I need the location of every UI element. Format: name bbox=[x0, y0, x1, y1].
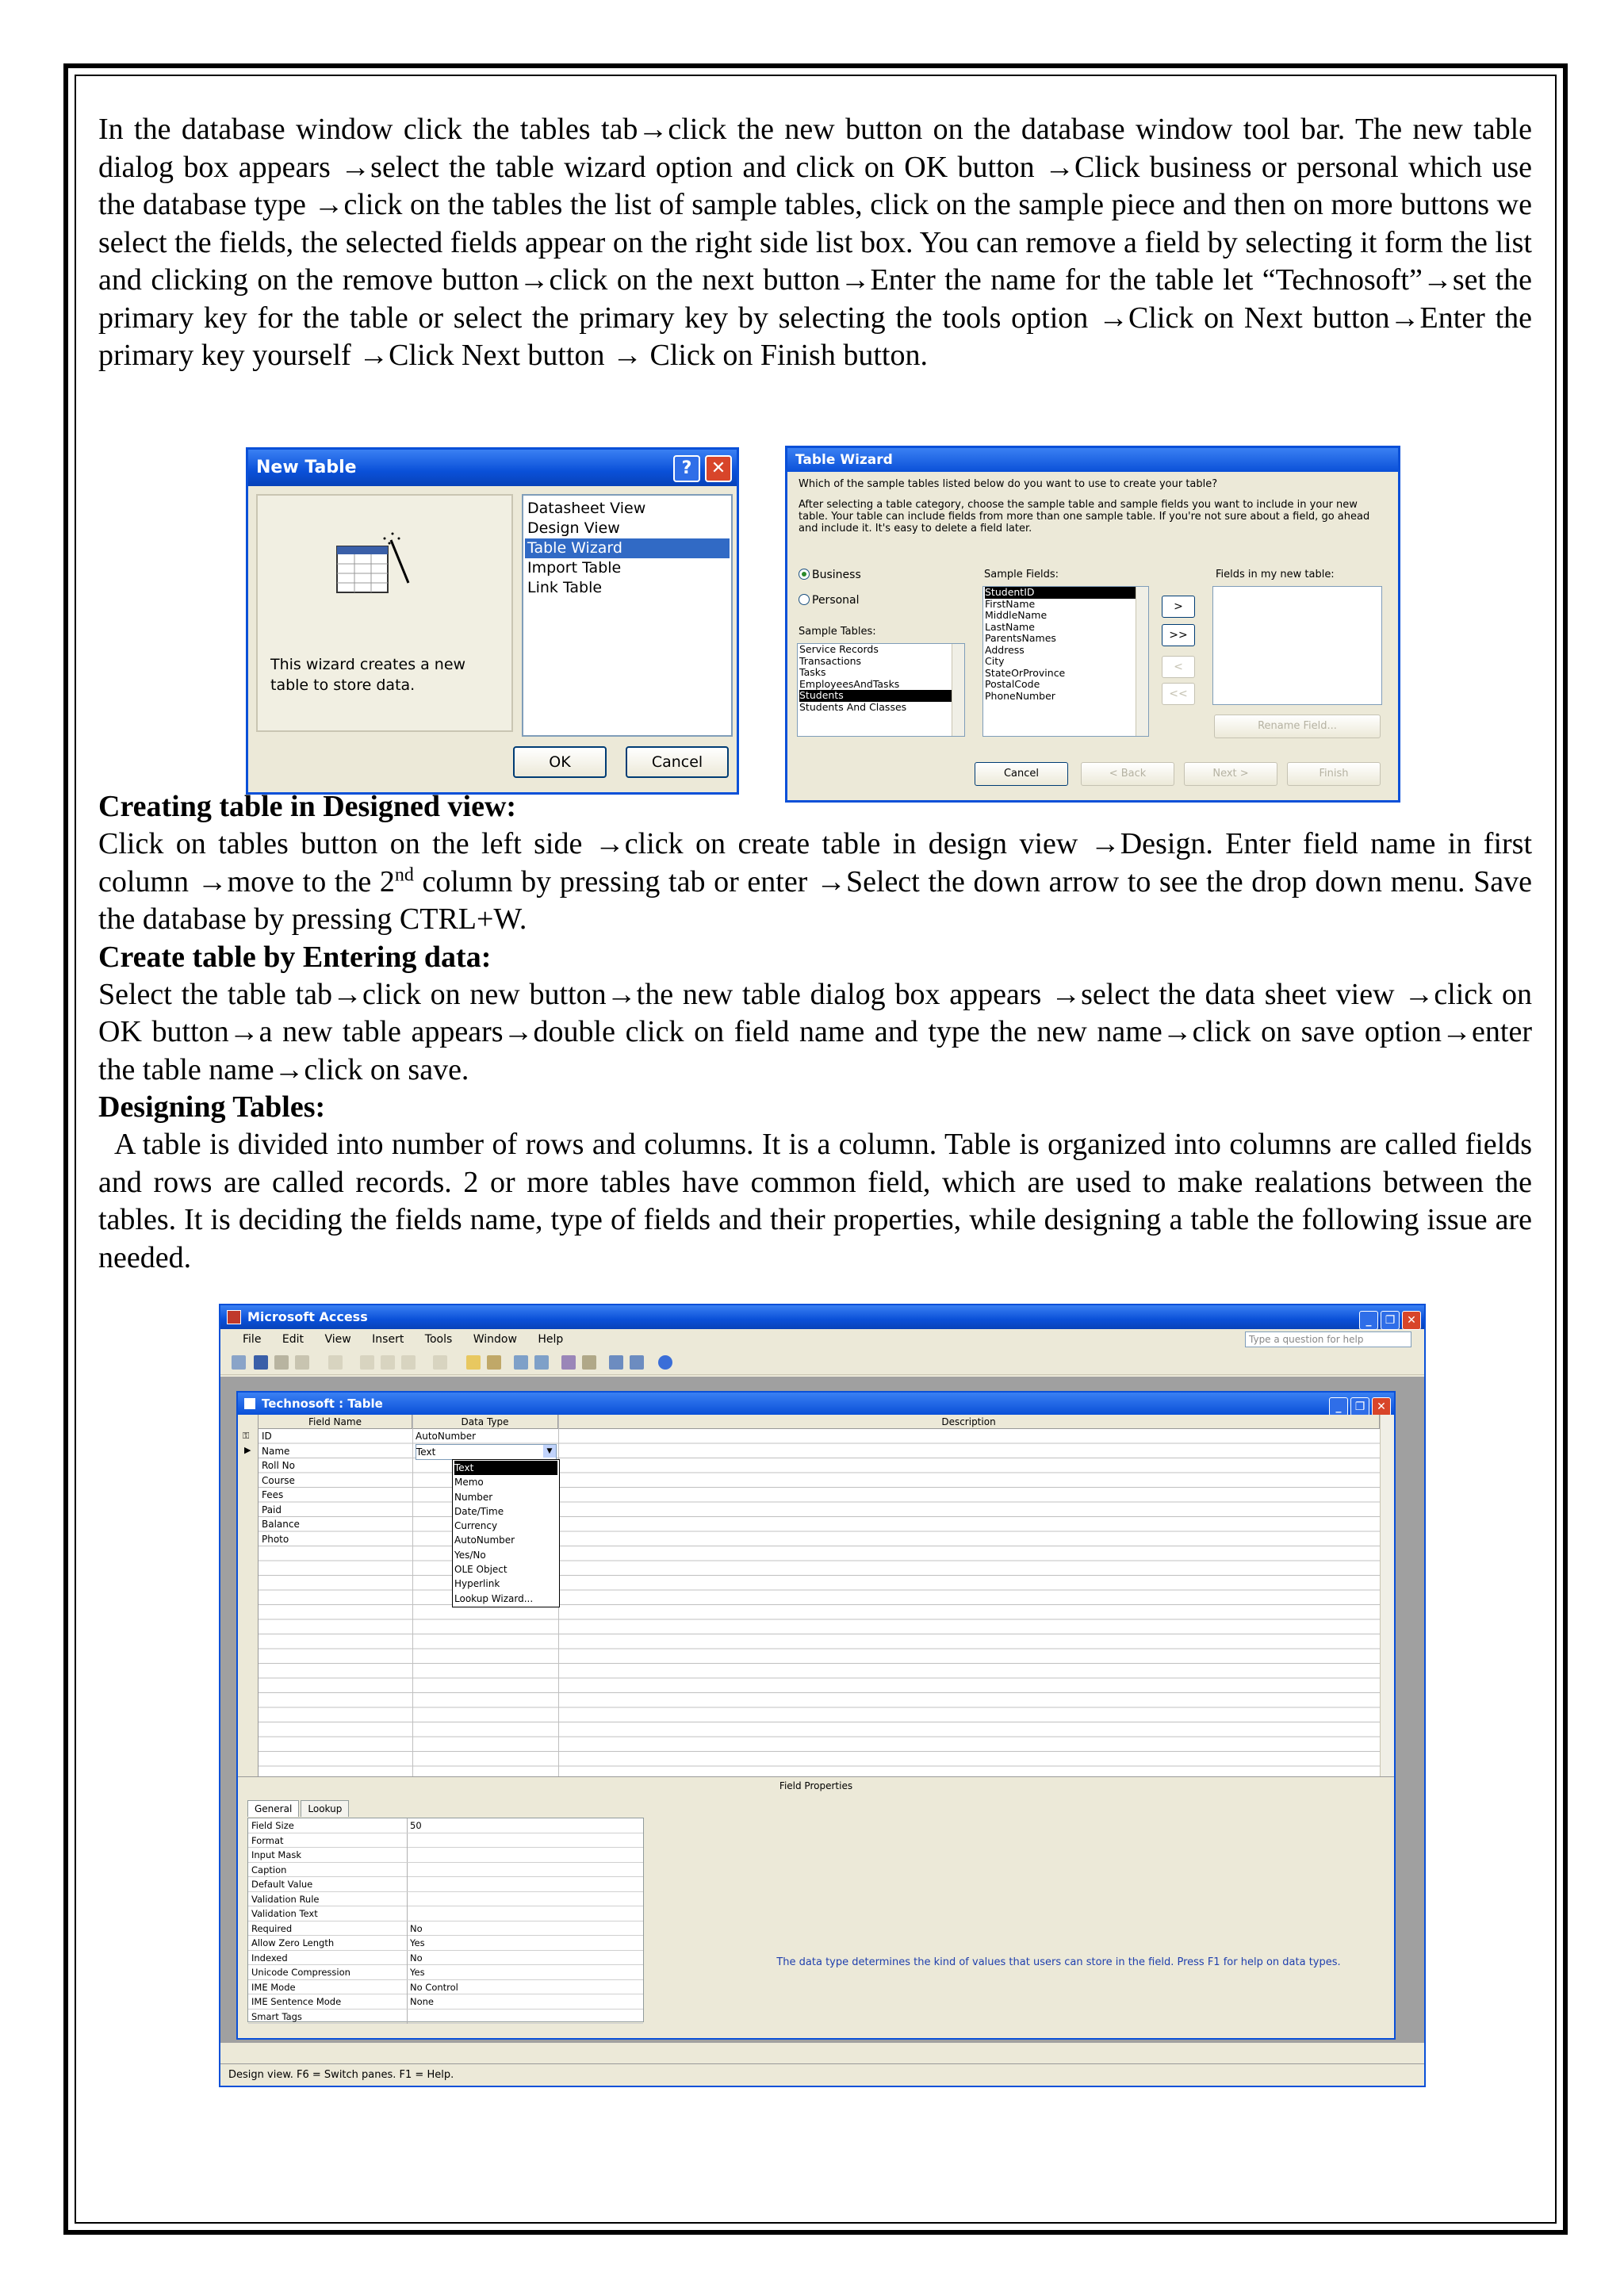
radio-personal[interactable] bbox=[799, 594, 860, 607]
add-all-fields-button[interactable]: >> bbox=[1162, 624, 1195, 646]
paste-icon[interactable] bbox=[401, 1355, 416, 1370]
scrollbar[interactable] bbox=[1136, 587, 1148, 736]
property-row bbox=[248, 1965, 643, 1980]
property-row bbox=[248, 1994, 643, 2010]
field-name-cell[interactable]: Paid bbox=[262, 1504, 282, 1515]
heading-designing-tables: Designing Tables: bbox=[98, 1090, 326, 1124]
wizard-finish-button[interactable]: Finish bbox=[1287, 762, 1381, 786]
properties-tabs bbox=[247, 1800, 349, 1818]
table-window-title: Technosoft : Table bbox=[262, 1397, 383, 1411]
primary-key-icon: ⚿ bbox=[243, 1431, 250, 1441]
menu-file[interactable]: File bbox=[243, 1333, 262, 1346]
list-item[interactable]: PostalCode bbox=[985, 678, 1040, 690]
view-icon[interactable] bbox=[232, 1355, 246, 1370]
property-row bbox=[248, 1936, 643, 1951]
list-item[interactable]: MiddleName bbox=[985, 609, 1048, 621]
property-row bbox=[248, 1892, 643, 1907]
column-header-description: Description bbox=[558, 1415, 1380, 1429]
database-window-icon[interactable] bbox=[609, 1355, 623, 1370]
column-header-field-name: Field Name bbox=[259, 1415, 412, 1429]
list-item[interactable]: StateOrProvince bbox=[985, 666, 1066, 679]
option-design-view[interactable]: Design View bbox=[527, 519, 620, 537]
property-row bbox=[248, 1951, 643, 1966]
option-datasheet-view[interactable]: Datasheet View bbox=[527, 500, 646, 517]
property-row bbox=[248, 1848, 643, 1863]
property-value[interactable] bbox=[407, 1833, 629, 1848]
data-type-cell[interactable]: AutoNumber bbox=[416, 1431, 477, 1442]
build-icon[interactable] bbox=[582, 1355, 596, 1370]
field-name-cell[interactable]: Roll No bbox=[262, 1460, 295, 1471]
option-import-table[interactable]: Import Table bbox=[527, 559, 622, 577]
properties-grid bbox=[247, 1818, 644, 2022]
wizard-preview-panel bbox=[256, 494, 513, 732]
wizard-cancel-button[interactable]: Cancel bbox=[975, 762, 1068, 786]
menu-tools[interactable]: Tools bbox=[424, 1333, 453, 1346]
save-icon[interactable] bbox=[254, 1355, 268, 1370]
close-button[interactable]: ✕ bbox=[705, 455, 732, 482]
property-value[interactable]: No Control bbox=[407, 1980, 629, 1994]
field-name-cell[interactable]: ID bbox=[262, 1431, 272, 1442]
property-row bbox=[248, 1921, 643, 1937]
menu-window[interactable]: Window bbox=[473, 1333, 517, 1346]
list-item[interactable]: FirstName bbox=[985, 597, 1036, 610]
current-row-arrow-icon: ▶ bbox=[244, 1445, 251, 1455]
dropdown-option[interactable]: OLE Object bbox=[454, 1564, 508, 1576]
access-titlebar bbox=[220, 1305, 1424, 1329]
radio-empty-icon bbox=[799, 594, 810, 605]
help-button[interactable]: ? bbox=[673, 455, 700, 482]
property-name: Allow Zero Length bbox=[251, 1937, 335, 1948]
access-key-icon bbox=[227, 1310, 241, 1324]
help-icon[interactable] bbox=[658, 1355, 672, 1370]
dropdown-option[interactable]: Yes/No bbox=[454, 1549, 486, 1561]
property-name: IME Mode bbox=[251, 1981, 296, 1993]
row-selector-column[interactable] bbox=[238, 1415, 259, 1776]
table-wizard-title: Table Wizard bbox=[787, 448, 1398, 472]
field-name-cell[interactable]: Fees bbox=[262, 1489, 284, 1500]
field-grid[interactable] bbox=[238, 1415, 1394, 1776]
property-name: Validation Text bbox=[251, 1908, 318, 1919]
menu-bar bbox=[220, 1329, 1424, 1350]
table-wizard-dialog bbox=[785, 446, 1400, 803]
design-text-part2: column by pressing tab or enter →Select the down arrow to see the drop down menu. Save the database by pressing CTRL+W. bbox=[98, 864, 1532, 936]
sections-block bbox=[98, 788, 1532, 1277]
tab-general[interactable]: General bbox=[247, 1800, 299, 1817]
data-type-combo[interactable] bbox=[416, 1444, 557, 1460]
rename-field-button[interactable]: Rename Field... bbox=[1214, 715, 1381, 738]
copy-icon[interactable] bbox=[381, 1355, 395, 1370]
wizard-next-button[interactable]: Next > bbox=[1184, 762, 1277, 786]
dialog-title: New Table bbox=[256, 458, 357, 477]
new-table-dialog-titlebar bbox=[248, 450, 737, 486]
field-name-cell[interactable]: Course bbox=[262, 1474, 295, 1486]
entering-data-paragraph: Select the table tab→click on new button→the new table dialog box appears →select the data sheet view →click on OK button→a new table appears→double click on field name and type the new name→click on save option→enter the table name→click on save. bbox=[98, 977, 1532, 1086]
property-value[interactable] bbox=[407, 1892, 629, 1906]
dropdown-option[interactable]: AutoNumber bbox=[454, 1534, 515, 1546]
property-value[interactable] bbox=[407, 1877, 629, 1891]
property-value[interactable] bbox=[407, 2010, 629, 2024]
property-value[interactable] bbox=[407, 1906, 629, 1921]
access-window bbox=[219, 1304, 1426, 2087]
radio-personal-label: Personal bbox=[812, 594, 860, 607]
designing-tables-paragraph: A table is divided into number of rows and columns. It is a column. Table is organized into columns are called fields and rows are called records. 2 or more tables have common field, which are used to make realations between the tables. It is deciding the fields name, type of fields and their properties, while designing a table the following issue are needed. bbox=[98, 1128, 1532, 1274]
dropdown-option[interactable]: Date/Time bbox=[454, 1505, 504, 1517]
window-controls bbox=[1357, 1308, 1421, 1331]
heading-design-view: Creating table in Designed view: bbox=[98, 790, 517, 823]
property-name: Default Value bbox=[251, 1879, 313, 1890]
property-name: Smart Tags bbox=[251, 2010, 302, 2022]
property-row bbox=[248, 1863, 643, 1878]
data-type-dropdown[interactable] bbox=[452, 1459, 560, 1607]
list-item-selected[interactable]: Students bbox=[799, 690, 964, 702]
properties-icon[interactable] bbox=[561, 1355, 576, 1370]
list-item[interactable]: LastName bbox=[985, 620, 1035, 633]
access-title: Microsoft Access bbox=[247, 1309, 368, 1324]
close-icon[interactable]: ✕ bbox=[1402, 1311, 1421, 1330]
property-name: Required bbox=[251, 1922, 293, 1934]
property-name: IME Sentence Mode bbox=[251, 1996, 342, 2007]
delete-rows-icon[interactable] bbox=[534, 1355, 549, 1370]
ask-question-input[interactable]: Type a question for help bbox=[1245, 1331, 1411, 1347]
page-content bbox=[98, 111, 1532, 375]
primary-key-icon[interactable] bbox=[466, 1355, 481, 1370]
property-name: Caption bbox=[251, 1864, 287, 1875]
property-value[interactable]: 50 bbox=[407, 1818, 629, 1833]
insert-rows-icon[interactable] bbox=[514, 1355, 528, 1370]
minimize-icon[interactable]: _ bbox=[1359, 1311, 1378, 1330]
list-item[interactable]: City bbox=[985, 655, 1005, 667]
property-value[interactable]: No bbox=[407, 1921, 629, 1936]
field-help-text: The data type determines the kind of values that users can store in the field. Press F1 for help on data types. bbox=[776, 1956, 1341, 1968]
wizard-back-button[interactable]: < Back bbox=[1081, 762, 1174, 786]
dropdown-option[interactable]: Number bbox=[454, 1491, 493, 1503]
design-text-sup: nd bbox=[394, 864, 414, 885]
remove-field-button[interactable]: < bbox=[1162, 656, 1195, 678]
dropdown-option[interactable]: Currency bbox=[454, 1520, 498, 1532]
property-row bbox=[248, 1906, 643, 1921]
indexes-icon[interactable] bbox=[487, 1355, 501, 1370]
list-item[interactable]: Transactions bbox=[799, 654, 862, 667]
view-options-list[interactable] bbox=[522, 494, 733, 737]
list-item[interactable]: Address bbox=[985, 643, 1025, 656]
design-view-paragraph bbox=[98, 826, 1532, 939]
ok-button[interactable]: OK bbox=[513, 746, 607, 778]
field-name-cell[interactable]: Photo bbox=[262, 1533, 289, 1545]
radio-selected-icon bbox=[799, 569, 810, 580]
table-icon bbox=[244, 1398, 255, 1409]
dropdown-option[interactable]: Lookup Wizard... bbox=[454, 1592, 534, 1604]
list-item-selected[interactable]: StudentID bbox=[985, 587, 1148, 599]
list-item[interactable]: Tasks bbox=[799, 666, 826, 678]
tab-lookup[interactable]: Lookup bbox=[301, 1800, 349, 1817]
property-value[interactable]: Yes bbox=[407, 1965, 629, 1979]
new-fields-list[interactable] bbox=[1212, 586, 1382, 705]
sample-tables-list[interactable] bbox=[797, 643, 965, 737]
field-properties-label: Field Properties bbox=[238, 1776, 1394, 1794]
scrollbar[interactable] bbox=[952, 644, 964, 736]
new-fields-label: Fields in my new table: bbox=[1216, 569, 1335, 580]
property-row bbox=[248, 2010, 643, 2025]
undo-icon[interactable] bbox=[433, 1355, 447, 1370]
dropdown-option[interactable]: Hyperlink bbox=[454, 1578, 500, 1590]
design-view-window bbox=[236, 1391, 1396, 2040]
new-table-dialog bbox=[246, 447, 739, 795]
dropdown-option[interactable]: Memo bbox=[454, 1477, 484, 1488]
restore-icon[interactable]: ❐ bbox=[1381, 1311, 1400, 1330]
field-name-cell[interactable]: Balance bbox=[262, 1519, 300, 1530]
property-value[interactable] bbox=[407, 1863, 629, 1877]
property-row bbox=[248, 1980, 643, 1995]
toolbar bbox=[220, 1350, 1424, 1375]
print-icon[interactable] bbox=[274, 1355, 289, 1370]
table-wizard-icon bbox=[335, 531, 412, 597]
option-link-table[interactable]: Link Table bbox=[527, 579, 603, 596]
property-name: Field Size bbox=[251, 1820, 294, 1831]
property-name: Input Mask bbox=[251, 1849, 302, 1860]
column-header-data-type: Data Type bbox=[412, 1415, 558, 1429]
spelling-icon[interactable] bbox=[328, 1355, 343, 1370]
menu-help[interactable]: Help bbox=[538, 1333, 564, 1346]
property-value[interactable]: Yes bbox=[407, 1936, 629, 1950]
sample-fields-label: Sample Fields: bbox=[984, 569, 1059, 580]
new-object-icon[interactable] bbox=[630, 1355, 644, 1370]
heading-entering-data: Create table by Entering data: bbox=[98, 940, 492, 974]
cut-icon[interactable] bbox=[360, 1355, 374, 1370]
radio-business-label: Business bbox=[812, 569, 861, 581]
dropdown-option[interactable]: Text bbox=[454, 1461, 557, 1475]
property-row bbox=[248, 1818, 643, 1833]
sample-tables-label: Sample Tables: bbox=[799, 626, 876, 638]
property-value[interactable]: None bbox=[407, 1994, 629, 2009]
list-item[interactable]: Service Records bbox=[799, 643, 879, 655]
add-field-button[interactable]: > bbox=[1162, 596, 1195, 618]
remove-all-fields-button[interactable]: << bbox=[1162, 683, 1195, 705]
restore-icon[interactable]: ❐ bbox=[1350, 1397, 1369, 1416]
menu-insert[interactable]: Insert bbox=[372, 1333, 404, 1346]
property-name: Unicode Compression bbox=[251, 1967, 350, 1978]
preview-icon[interactable] bbox=[295, 1355, 309, 1370]
property-name: Indexed bbox=[251, 1952, 288, 1964]
list-item[interactable]: Students And Classes bbox=[799, 700, 907, 713]
property-name: Validation Rule bbox=[251, 1893, 320, 1905]
minimize-icon[interactable]: _ bbox=[1329, 1397, 1348, 1416]
property-value[interactable] bbox=[407, 1848, 629, 1862]
mdi-workspace bbox=[220, 1377, 1424, 2043]
property-row bbox=[248, 1877, 643, 1892]
radio-business[interactable] bbox=[799, 569, 861, 581]
menu-view[interactable]: View bbox=[324, 1333, 351, 1346]
option-table-wizard[interactable]: Table Wizard bbox=[525, 538, 730, 558]
sample-fields-list[interactable] bbox=[982, 586, 1149, 737]
list-item[interactable]: EmployeesAndTasks bbox=[799, 677, 900, 690]
intro-paragraph: In the database window click the tables tab→click the new button on the database window tool bar. The new table dialog box appears →select the table wizard option and click on OK button →Click business or personal which use the database type →click on the tables the list of sample tables, click on the sample piece and then on more buttons we select the fields, the selected fields appear on the right side list box. You can remove a field by selecting it form the list and clicking on the remove button→click on the next button→Enter the name for the table let “Technosoft”→set the primary key for the table or select the primary key by selecting the tools option →Click on Next button→Enter the primary key yourself →Click Next button → Click on Finish button. bbox=[98, 113, 1532, 372]
cancel-button[interactable]: Cancel bbox=[626, 746, 729, 778]
property-row bbox=[248, 1833, 643, 1849]
list-item[interactable]: ParentsNames bbox=[985, 632, 1056, 644]
status-bar: Design view. F6 = Switch panes. F1 = Help. bbox=[220, 2063, 1424, 2086]
data-type-combo-value: Text bbox=[416, 1446, 436, 1458]
menu-edit[interactable]: Edit bbox=[282, 1333, 304, 1346]
wizard-instructions: After selecting a table category, choose the sample table and sample fields you want to include in your new table. Your table can include fields from more than one sample table. If you're not sure about a field, go ahead and include it. It's easy to delete a field later. bbox=[799, 499, 1370, 534]
close-icon[interactable]: ✕ bbox=[1372, 1397, 1391, 1416]
wizard-description: This wizard creates a new table to store data. bbox=[270, 656, 466, 694]
field-name-cell[interactable]: Name bbox=[262, 1445, 290, 1457]
design-view-titlebar bbox=[238, 1393, 1394, 1415]
property-value[interactable]: No bbox=[407, 1951, 629, 1965]
property-name: Format bbox=[251, 1834, 284, 1846]
grid-scrollbar[interactable] bbox=[1380, 1415, 1394, 1776]
wizard-question: Which of the sample tables listed below do you want to use to create your table? bbox=[799, 478, 1218, 490]
chevron-down-icon[interactable]: ▼ bbox=[543, 1445, 556, 1458]
design-text-part1: Click on tables button on the left side →click on create table in design view →Design. Enter field name in first column →move to the 2 bbox=[98, 827, 1532, 898]
list-item[interactable]: PhoneNumber bbox=[985, 689, 1055, 702]
table-window-controls bbox=[1327, 1395, 1391, 1417]
